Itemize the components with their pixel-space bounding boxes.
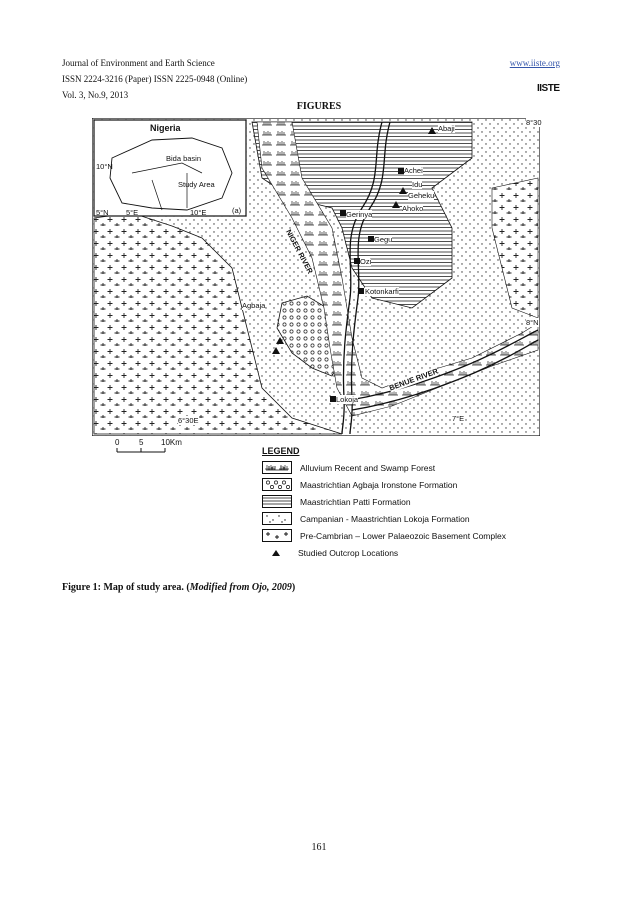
place-abaji: Abaji <box>438 124 455 133</box>
label-niger-river: NIGER RIVER <box>284 228 315 276</box>
scale-label-5: 5 <box>139 438 144 447</box>
scale-label-0: 0 <box>115 438 120 447</box>
legend-label: Campanian - Maastrichtian Lokoja Formation <box>300 513 470 524</box>
coord-8-30: 8°30 <box>526 118 542 127</box>
swamp-swatch <box>262 461 292 474</box>
inset-label-a: (a) <box>232 206 242 215</box>
caption-end: ) <box>291 582 296 593</box>
caption-text: Figure 1: Map of study area. ( <box>62 582 190 593</box>
legend-label: Maastrichtian Patti Formation <box>300 496 411 507</box>
journal-volume: Vol. 3, No.9, 2013 <box>62 90 129 100</box>
place-agbaja: Agbaja <box>242 301 266 310</box>
study-area-map <box>92 118 540 436</box>
legend-title: LEGEND <box>262 446 300 456</box>
place-gegu: Gegu <box>374 235 393 244</box>
legend-item <box>262 544 552 561</box>
logo-text: IISTE <box>537 83 560 94</box>
legend-item <box>262 476 552 493</box>
inset-label-bida-basin: Bida basin <box>166 154 202 163</box>
iiste-logo <box>537 78 559 96</box>
place-geheku: Geheku <box>408 191 435 200</box>
lines-swatch <box>262 495 292 508</box>
map-legend <box>262 446 552 561</box>
inset-label-5e: 5°E <box>126 208 139 217</box>
inset-title: Nigeria <box>150 123 181 133</box>
journal-header <box>62 58 247 106</box>
journal-issn: ISSN 2224-3216 (Paper) ISSN 2225-0948 (Online) <box>62 74 248 84</box>
legend-label: Pre-Cambrian – Lower Palaeozoic Basement Complex <box>300 530 506 541</box>
triangle-swatch <box>262 547 290 558</box>
legend-item <box>262 510 552 527</box>
inset-label-5n: 5°N <box>96 208 109 217</box>
inset-label-study-area: Study Area <box>178 180 215 189</box>
place-lokoja: Lokoja <box>336 395 359 404</box>
section-title: FIGURES <box>296 101 342 112</box>
place-ahoko: Ahoko <box>402 204 424 213</box>
caption-source: Modified from Ojo, 2009 <box>189 582 292 593</box>
place-gerinya: Gerinya <box>346 210 373 219</box>
journal-name: Journal of Environment and Earth Science <box>62 58 215 68</box>
place-kotonkarfi: Kotonkarfi <box>365 287 399 296</box>
figure-caption <box>62 582 295 593</box>
dots-swatch <box>262 512 292 525</box>
crosses-swatch <box>262 529 292 542</box>
coord-7e: 7°E <box>452 414 465 423</box>
coord-8n: 8°N <box>526 318 539 327</box>
legend-item <box>262 527 552 544</box>
place-achei: Achei <box>404 166 423 175</box>
legend-item <box>262 459 552 476</box>
scale-label-10km: 10Km <box>161 438 182 447</box>
page-number: 161 <box>311 842 327 853</box>
legend-item <box>262 493 552 510</box>
legend-label: Maastrichtian Agbaja Ironstone Formation <box>300 479 458 490</box>
scale-bar <box>113 438 183 458</box>
place-ozi: Ozi <box>360 257 372 266</box>
place-idu: Idu <box>412 180 423 189</box>
circles-swatch <box>262 478 292 491</box>
legend-label: Studied Outcrop Locations <box>298 547 399 558</box>
coord-6-30e: 6°30E <box>178 416 199 425</box>
inset-label-10e: 10°E <box>190 208 207 217</box>
label-benue-river: BENUE RIVER <box>388 366 440 393</box>
inset-label-10n: 10°N <box>96 162 113 171</box>
journal-website-link[interactable]: www.iiste.org <box>509 58 560 68</box>
legend-label: Alluvium Recent and Swamp Forest <box>300 462 436 473</box>
